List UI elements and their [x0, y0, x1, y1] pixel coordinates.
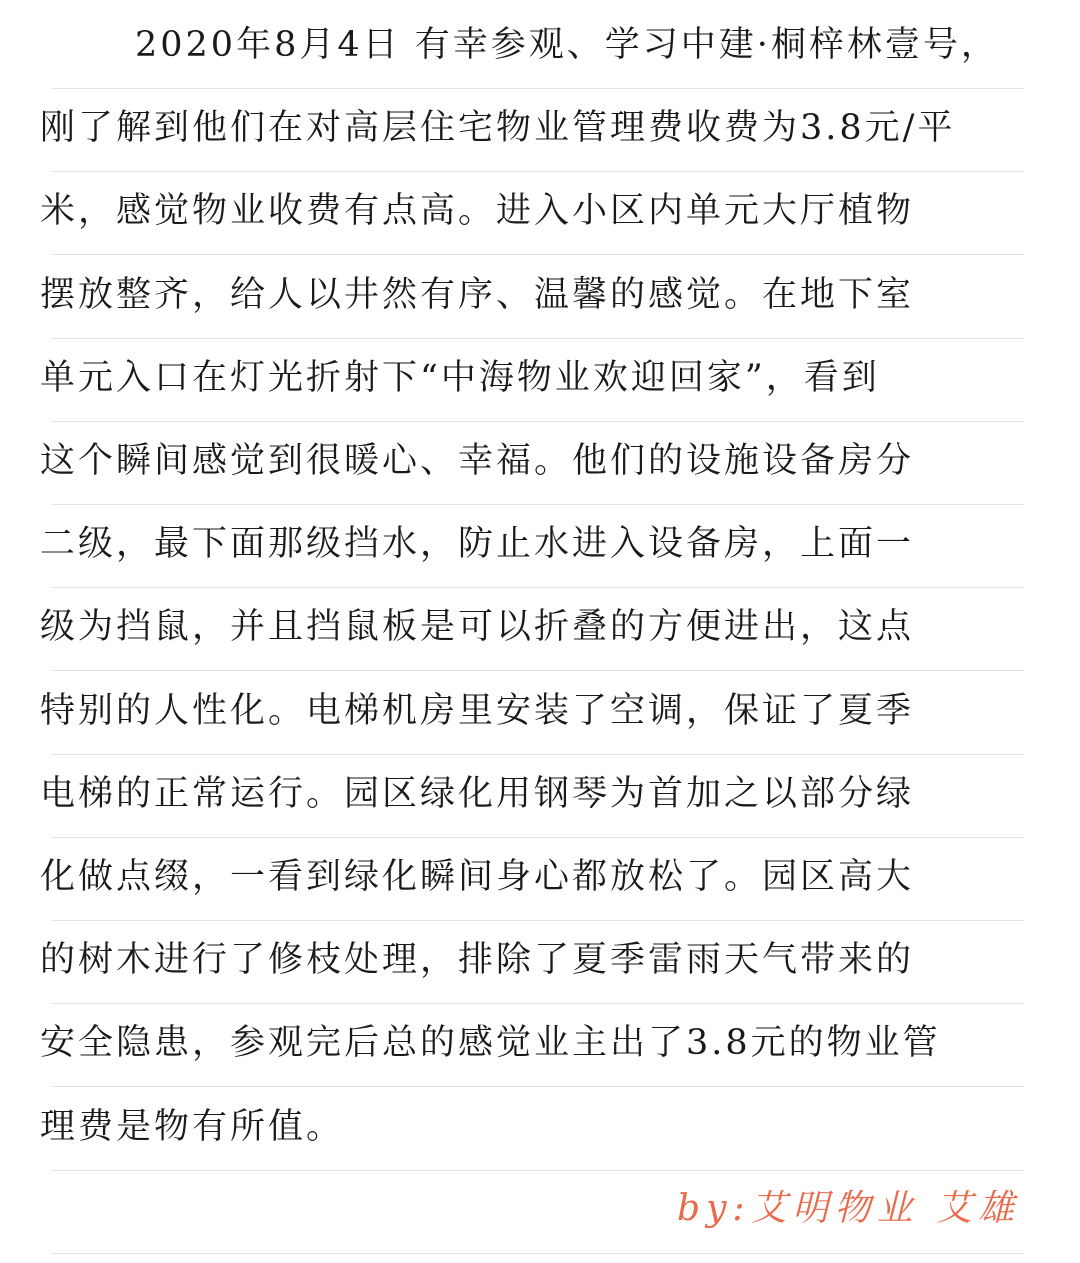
- text-line: 安全隐患，参观完后总的感觉业主出了3.8元的物业管: [40, 1023, 941, 1064]
- text-line: 理费是物有所值。: [40, 1106, 345, 1147]
- ruled-line: [52, 837, 1024, 838]
- ruled-line: [52, 587, 1024, 588]
- ruled-line: [52, 670, 1024, 671]
- text-line: 单元入口在灯光折射下“中海物业欢迎回家”，看到: [40, 357, 880, 398]
- text-line: 电梯的正常运行。园区绿化用钢琴为首加之以部分绿: [40, 773, 915, 814]
- ruled-line: [52, 754, 1024, 755]
- text-line: 这个瞬间感觉到很暖心、幸福。他们的设施设备房分: [40, 441, 915, 481]
- ruled-line: [52, 504, 1024, 505]
- text-line: 二级，最下面那级挡水，防止水进入设备房，上面一: [40, 524, 915, 565]
- ruled-line: [52, 920, 1024, 921]
- text-line: 特别的人性化。电梯机房里安装了空调，保证了夏季: [40, 690, 915, 731]
- ruled-line: [52, 1086, 1024, 1087]
- ruled-line: [52, 1253, 1024, 1254]
- text-line: 摆放整齐，给人以井然有序、温馨的感觉。在地下室: [40, 274, 915, 315]
- ruled-line: [52, 1003, 1024, 1004]
- text-line: 级为挡鼠，并且挡鼠板是可以折叠的方便进出，这点: [40, 607, 915, 648]
- ruled-line: [52, 254, 1024, 255]
- ruled-line: [52, 421, 1024, 422]
- ruled-line: [52, 1170, 1024, 1171]
- text-line: 米，感觉物业收费有点高。进入小区内单元大厅植物: [40, 191, 915, 232]
- ruled-line: [52, 338, 1024, 339]
- signature: by:艾明物业 艾雄: [677, 1188, 1020, 1229]
- ruled-line: [52, 171, 1024, 172]
- text-line: 2020年8月4日 有幸参观、学习中建·桐梓林壹号，: [135, 25, 999, 65]
- text-line: 刚了解到他们在对高层住宅物业管理费收费为3.8元/平: [40, 108, 956, 149]
- ruled-line: [52, 88, 1024, 89]
- text-line: 化做点缀，一看到绿化瞬间身心都放松了。园区高大: [40, 857, 915, 897]
- text-line: 的树木进行了修枝处理，排除了夏季雷雨天气带来的: [40, 940, 915, 981]
